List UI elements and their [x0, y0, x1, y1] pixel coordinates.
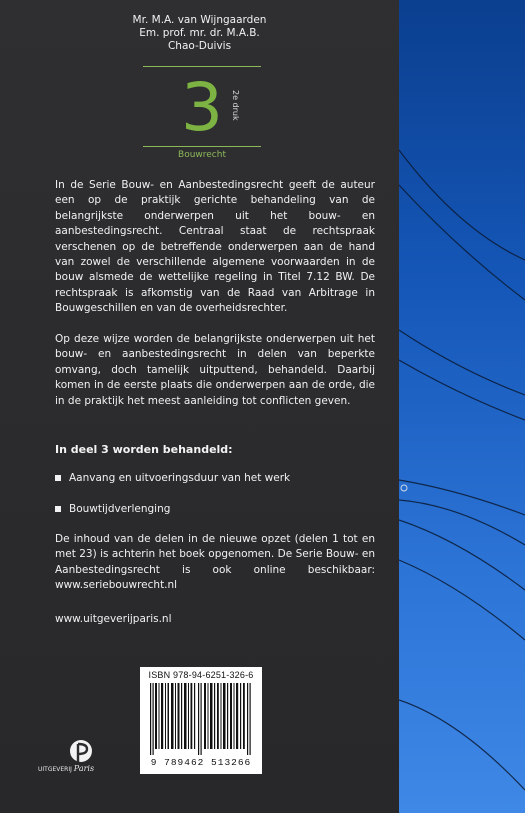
author-names [0, 14, 399, 53]
author-line-2: Em. prof. mr. dr. M.A.B. [139, 27, 260, 39]
barcode-number: 9 789462 513266 [150, 757, 252, 768]
power-lines-image [399, 0, 525, 813]
volume-number: 3 [181, 69, 223, 146]
bullet-icon [55, 475, 61, 481]
edition-label: 2e druk [231, 90, 240, 121]
barcode-icon [148, 683, 254, 755]
top-divider [143, 66, 261, 67]
author-line-1: Mr. M.A. van Wijngaarden [132, 14, 267, 26]
isbn-label: ISBN 978-94-6251-326-6 [148, 670, 254, 680]
publisher-name [38, 764, 128, 773]
scope-paragraph: Op deze wijze worden de belangrijkste onderwerpen uit het bouw- en aanbestedingsrecht in delen van beperkte omvang, doch tamelijk uitputtend, behandeld. Daarbij komen in de eerste plaats die onderwerpen aan de orde, die in de praktijk het meest aanleiding tot conflicten geven. [55, 333, 375, 407]
bullet-item [55, 503, 170, 515]
bullet-item [55, 472, 290, 484]
intro-paragraph: In de Serie Bouw- en Aanbestedingsrecht geeft de auteur een op de praktijk gerichte behandeling van de belangrijkste onderwerpen uit het bouw- en aanbestedingsrecht. Centraal staat de rechtspraak verschenen op de betreffende onderwerpen aan de hand van zowel de verschillende algemene voorwaarden in de bouw alsmede de wettelijke regeling in Titel 7.12 BW. De rechtspraak is afkomstig van de Raad van Arbitrage in Bouwgeschillen en van de overheidsrechter. [55, 179, 375, 315]
barcode-box [140, 667, 262, 774]
publisher-prefix: UITGEVERIJ [38, 766, 72, 773]
bullet-label: Bouwtijdverlenging [69, 503, 171, 515]
publisher-website: www.uitgeverijparis.nl [55, 613, 172, 625]
series-info-paragraph: De inhoud van de delen in de nieuwe opzet (delen 1 tot en met 23) is achterin het boek opgenomen. De Serie Bouw- en Aanbestedingsrecht is ook online beschikbaar: www.seriebouwrecht.nl [55, 533, 375, 592]
contents-heading: In deel 3 worden behandeld: [55, 443, 233, 456]
bullet-label: Aanvang en uitvoeringsduur van het werk [69, 472, 291, 484]
series-title: Bouwrecht [178, 150, 226, 160]
author-line-3: Chao-Duivis [167, 40, 232, 52]
publisher-brand: Paris [73, 764, 95, 773]
bullet-icon [55, 506, 61, 512]
sky-photo [399, 0, 525, 813]
bottom-divider [143, 146, 261, 147]
